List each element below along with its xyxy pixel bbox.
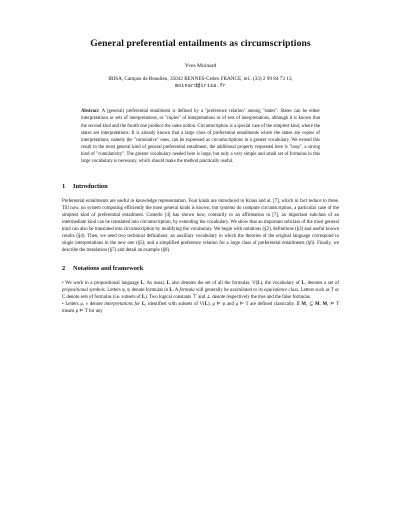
introduction-paragraph: Preferential entailments are useful in knowledge representation. Four kinds are introduced in Kraus and al. [7], which in fact reduce to three. Till now, no system computing efficiently the most general kinds is known, but systems do compute circumscription, a particular case of the simplest kind of preferential entailment. Costello [4] has shown how, contrarily to an affirmation in [7], an important subclass of an intermediate kind can be translated into circumscription, by extending the vocabulary. We show that an important subclass of the most general kind can also be translated into circumscription by modifying the vocabulary. We begin with notations (§2), definitions (§3) and useful known results (§4). Then, we need two technical definitions: an auxiliary vocabulary in which the theories of the original language correspond to single interpretations in the new one (§5); and a simplified preference relation for a large class of preferential entailments (§6). Finally, we describe the translation (§7) and detail an example (§8). <box>62 198 339 254</box>
affiliation-line: IRISA, Campus de Beaulieu, 35042 RENNES-Cedex FRANCE, tel.: (33) 2 99 84 73 13, <box>108 76 293 82</box>
notations-paragraph-1: • We work in a propositional language L. As usual, L also denotes the set of all the formulas. V(L), the vocabulary of L, denotes a set of propositional symbols. Letters φ, ψ denote formulas in L. A formula will generally be assimilated to its equivalence class. Letters such as T or C denote sets of formulas (i.e. subsets of L). Two logical constants ⊤ and ⊥ denote respectively the true and the false formulas. <box>62 281 340 301</box>
section-heading-introduction <box>62 183 339 190</box>
abstract <box>81 108 320 164</box>
abstract-label: Abstract <box>81 109 99 115</box>
section-number: 2 <box>62 265 66 273</box>
affiliation <box>62 76 339 90</box>
author-email: moinard@irisa.fr <box>174 83 227 90</box>
notations-paragraph-2: • Letters μ, ν denote interpretations for L, identified with subsets of V(L). μ ⊨ φ and μ ⊨ T are defined classically. If M₁ ⊆ M, M₁ ⊨ T means μ ⊨ T for any <box>62 302 340 315</box>
section-title: Introduction <box>73 182 108 190</box>
author-name: Yves Moinard <box>184 63 217 69</box>
abstract-text: A (general) preferential entailment is defined by a "preference relation" among "states". States can be either interpretations or sets of interpretations, or "copies" of interpretations or of sets of interpretations, although it is known that the second kind and the fourth one produce the same notion. Circumscription is a special case of the simplest kind, where the states are interpretations. It is already known that a large class of preferential entailments where the states are copies of interpretations, namely the "cumulative" ones, can be expressed as circumscriptions in a greater vocabulary. We extend this result to the most general kind of general preferential entailment, the additional property requested here is "loop", a strong kind of "cumulativity". The greater vocabulary needed here is large, but only a very simple and small set of formulas in this large vocabulary is necessary, which should make the method practically useful. <box>81 109 320 164</box>
section-number: 1 <box>62 182 66 190</box>
section-title: Notations and framework <box>73 265 144 273</box>
paper-title: General preferential entailments as circumscriptions <box>90 38 311 49</box>
section-heading-notations <box>62 265 339 272</box>
